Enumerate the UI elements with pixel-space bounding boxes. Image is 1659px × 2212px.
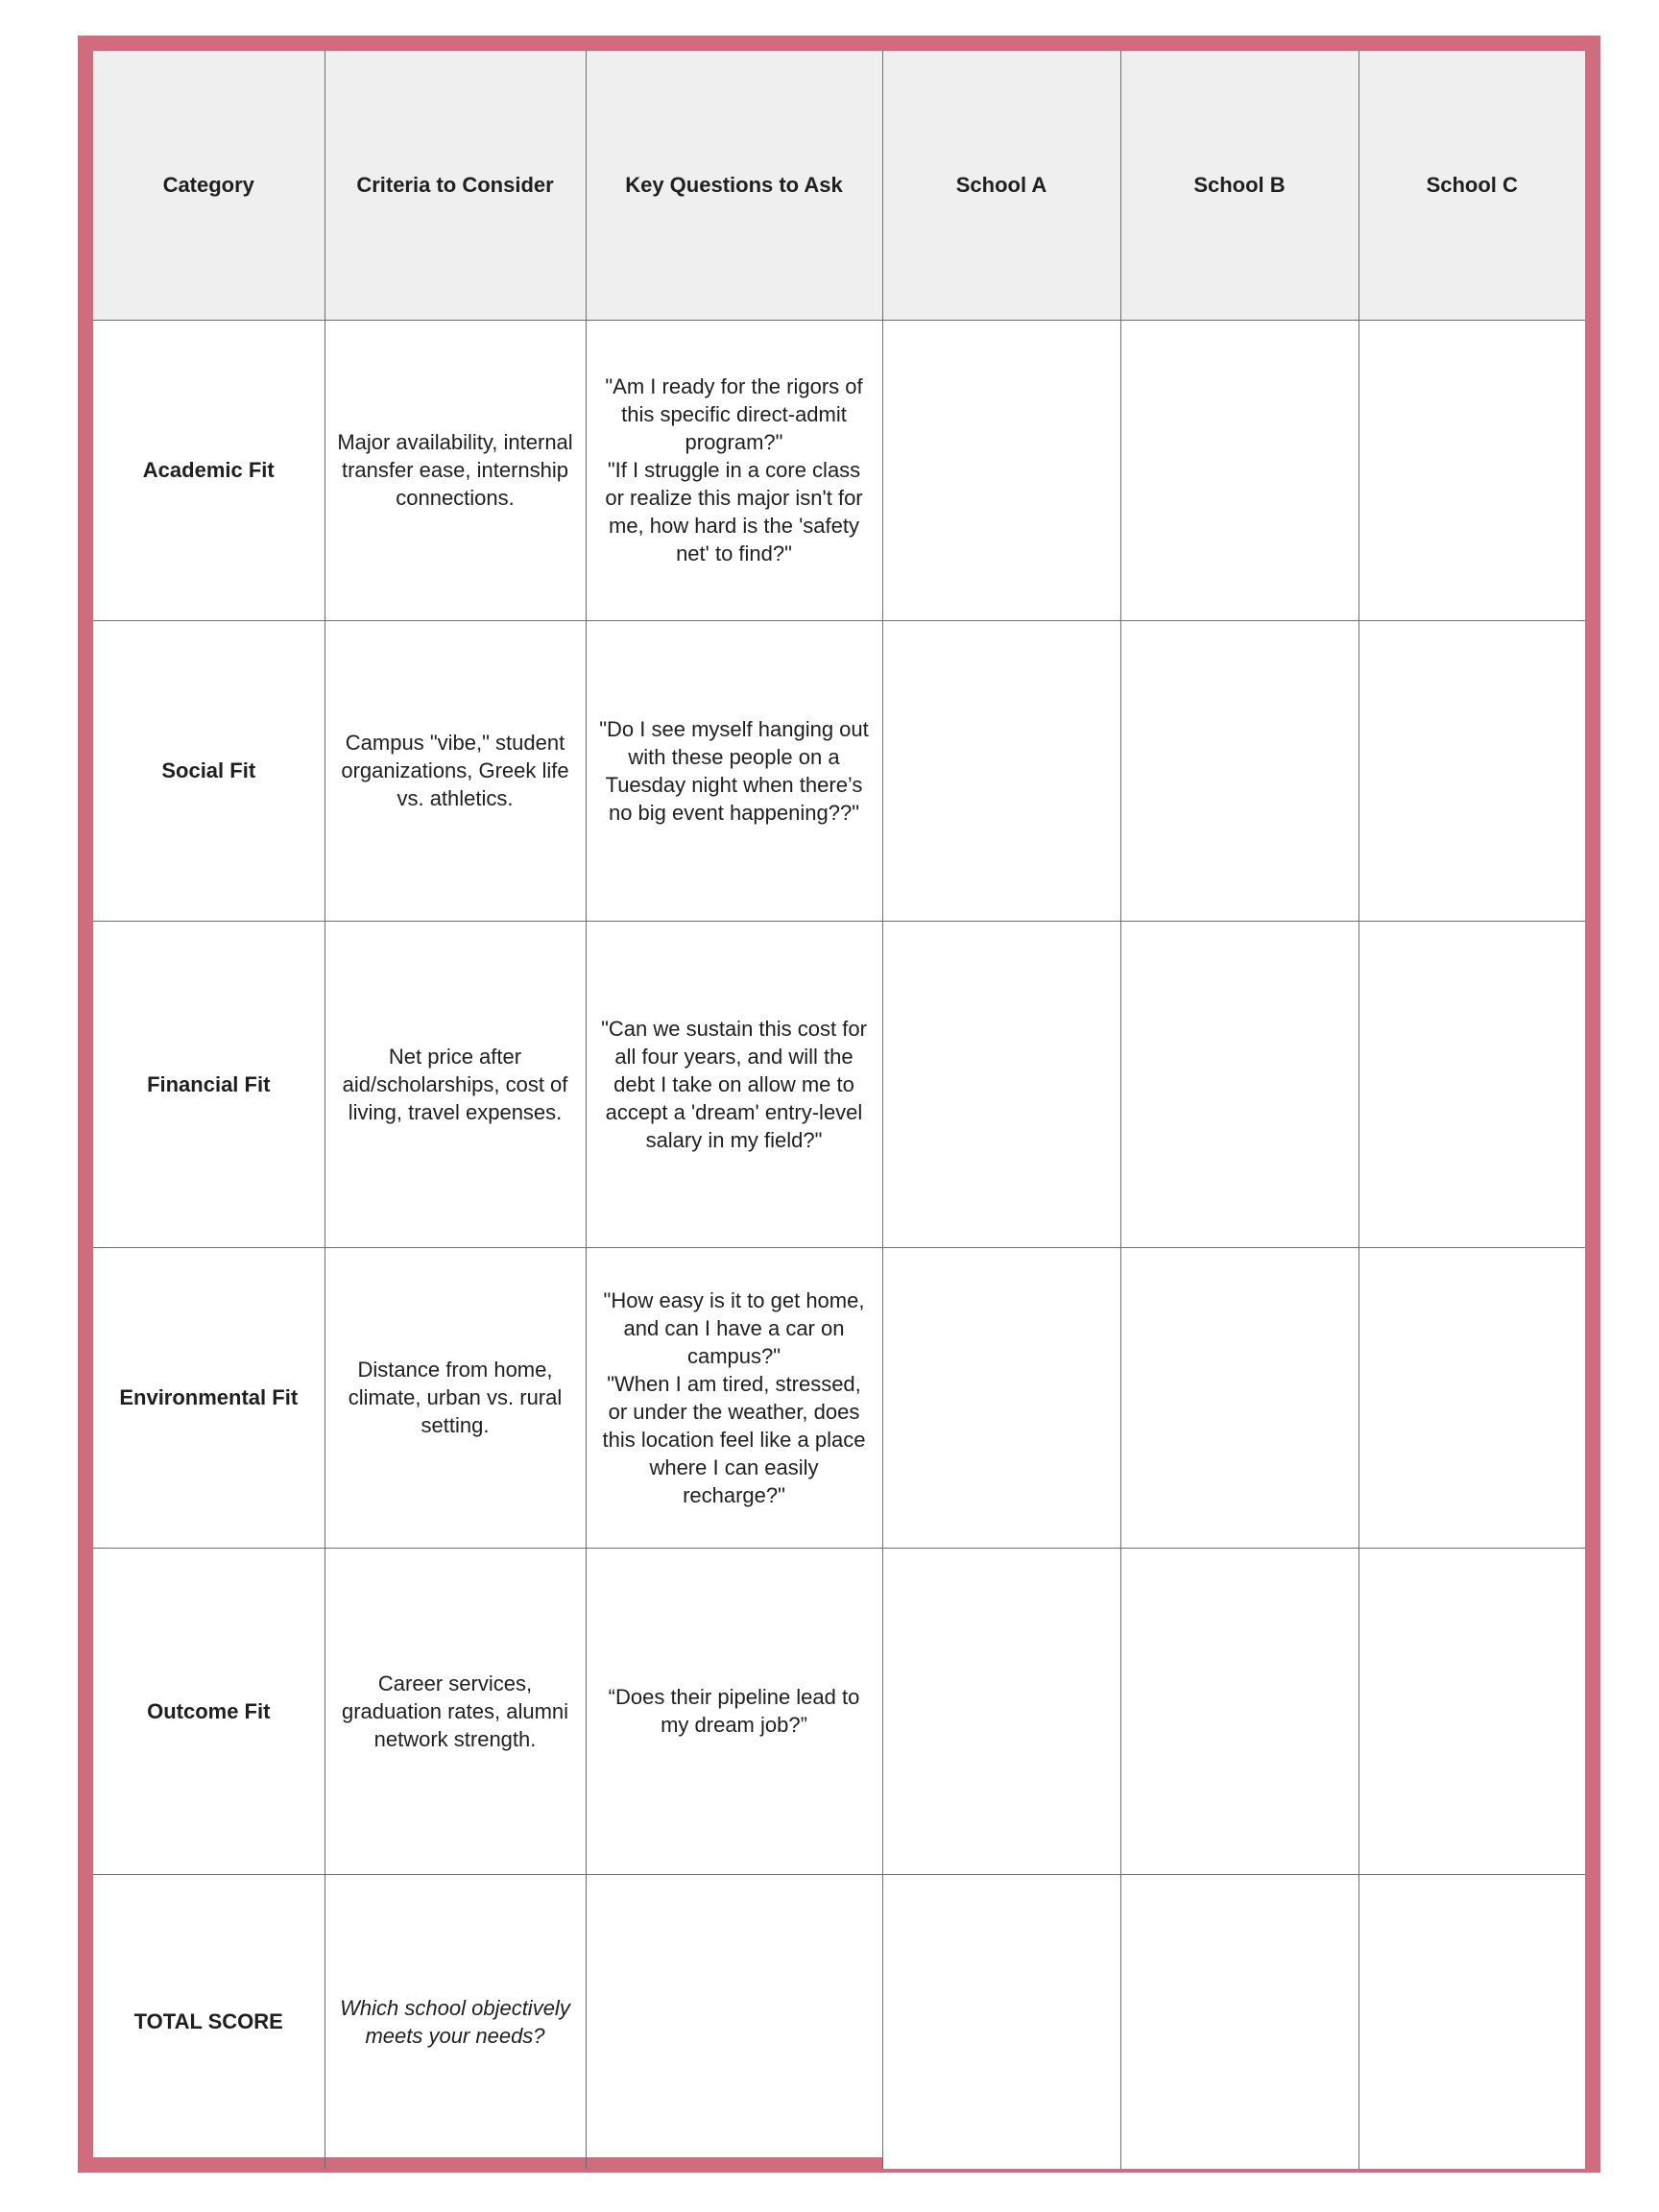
total-school-c-cell[interactable] [1358, 1874, 1585, 2169]
college-fit-comparison-table [93, 51, 1585, 2169]
school-a-cell[interactable] [882, 320, 1120, 620]
header-school-b: School B [1120, 51, 1358, 320]
row-questions: "Am I ready for the rigors of this specific direct-admit program?" "If I struggle in a core class or realize this major isn't for me, how hard is the 'safety net' to find?" [586, 320, 882, 620]
row-category: Financial Fit [93, 921, 325, 1247]
row-questions: "Can we sustain this cost for all four years, and will the debt I take on allow me to accept a 'dream' entry-level salary in my field?" [586, 921, 882, 1247]
header-school-a: School A [882, 51, 1120, 320]
school-c-cell[interactable] [1358, 320, 1585, 620]
table-row [93, 1548, 1585, 1874]
row-criteria: Campus "vibe," student organizations, Greek life vs. athletics. [325, 620, 586, 921]
school-b-cell[interactable] [1120, 1548, 1358, 1874]
total-score-label: TOTAL SCORE [93, 1874, 325, 2169]
header-row [93, 51, 1585, 320]
school-a-cell[interactable] [882, 620, 1120, 921]
table-row [93, 1247, 1585, 1548]
header-criteria: Criteria to Consider [325, 51, 586, 320]
school-c-cell[interactable] [1358, 921, 1585, 1247]
school-c-cell[interactable] [1358, 1247, 1585, 1548]
school-b-cell[interactable] [1120, 620, 1358, 921]
total-score-row [93, 1874, 1585, 2169]
school-a-cell[interactable] [882, 1548, 1120, 1874]
row-category: Social Fit [93, 620, 325, 921]
table-row [93, 620, 1585, 921]
total-score-note: Which school objectively meets your needs? [325, 1874, 586, 2169]
total-school-b-cell[interactable] [1120, 1874, 1358, 2169]
school-b-cell[interactable] [1120, 320, 1358, 620]
row-criteria: Career services, graduation rates, alumni network strength. [325, 1548, 586, 1874]
school-c-cell[interactable] [1358, 620, 1585, 921]
table-row [93, 320, 1585, 620]
school-a-cell[interactable] [882, 1247, 1120, 1548]
row-questions [586, 1874, 882, 2169]
row-questions: "Do I see myself hanging out with these people on a Tuesday night when there’s no big event happening??" [586, 620, 882, 921]
table-frame [78, 36, 1600, 2173]
school-a-cell[interactable] [882, 921, 1120, 1247]
row-criteria: Distance from home, climate, urban vs. rural setting. [325, 1247, 586, 1548]
school-b-cell[interactable] [1120, 1247, 1358, 1548]
row-category: Outcome Fit [93, 1548, 325, 1874]
header-school-c: School C [1358, 51, 1585, 320]
row-category: Environmental Fit [93, 1247, 325, 1548]
header-questions: Key Questions to Ask [586, 51, 882, 320]
row-category: Academic Fit [93, 320, 325, 620]
school-c-cell[interactable] [1358, 1548, 1585, 1874]
row-questions: "How easy is it to get home, and can I have a car on campus?" "When I am tired, stressed, or under the weather, does this location feel like a place where I can easily recharge?" [586, 1247, 882, 1548]
row-criteria: Major availability, internal transfer ease, internship connections. [325, 320, 586, 620]
total-school-a-cell[interactable] [882, 1874, 1120, 2169]
row-criteria: Net price after aid/scholarships, cost of living, travel expenses. [325, 921, 586, 1247]
header-category: Category [93, 51, 325, 320]
table-row [93, 921, 1585, 1247]
row-questions: “Does their pipeline lead to my dream job?” [586, 1548, 882, 1874]
school-b-cell[interactable] [1120, 921, 1358, 1247]
